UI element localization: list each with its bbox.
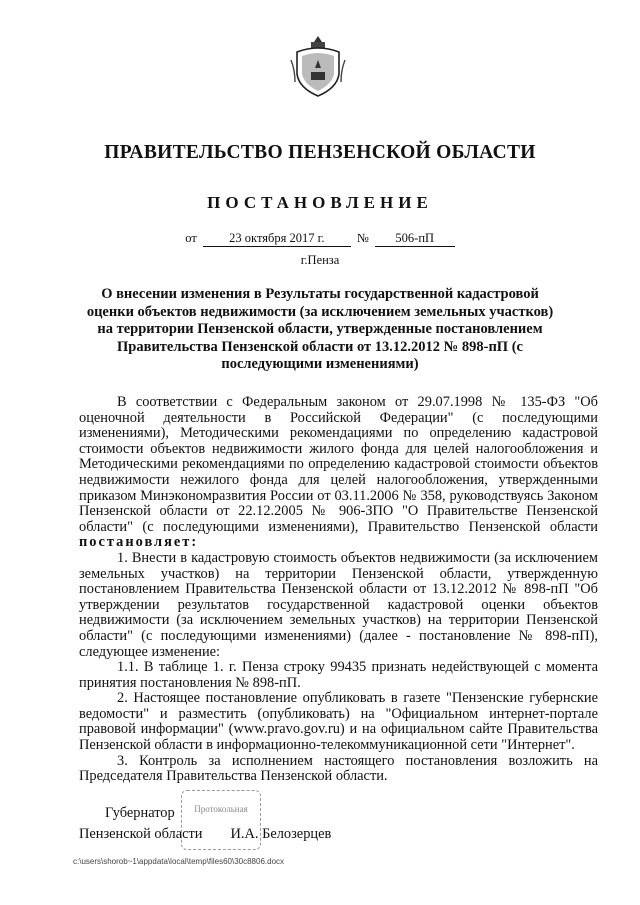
- document-type: ПОСТАНОВЛЕНИЕ: [207, 193, 433, 212]
- document-subject: О внесении изменения в Результаты государственной кадастровой оценки объектов недвижимости (за исключением земельных участков) на территории Пензенской области, утвержденные постановлением Правительства Пензенской области от 13.12.2012 № 898-пП (с последующими изменениями): [86, 286, 554, 373]
- document-date: 23 октября 2017 г.: [203, 231, 351, 247]
- signature-block: [79, 803, 598, 845]
- date-prefix: от: [185, 231, 197, 245]
- intro-paragraph: [79, 395, 598, 551]
- signer-position-line1: Губернатор: [105, 805, 175, 821]
- number-sign: №: [356, 231, 369, 245]
- item-2: 2. Настоящее постановление опубликовать в газете "Пензенские губернские ведомости" и разместить (опубликовать) на "Официальном интернет-портале правовой информации" (www.pravo.gov.ru) и на официальном сайте Правительства Пензенской области в информационно-телекоммуникационной сети "Интернет".: [79, 690, 598, 754]
- item-1-1: 1.1. В таблице 1. г. Пенза строку 99435 признать недействующей с момента принятия постановления № 898-пП.: [79, 659, 598, 691]
- government-title: ПРАВИТЕЛЬСТВО ПЕНЗЕНСКОЙ ОБЛАСТИ: [104, 142, 536, 163]
- signer-name: И.А. Белозерцев: [230, 826, 332, 842]
- signer-position-line2-text: Пензенской области: [79, 826, 203, 842]
- document-number: 506-пП: [375, 231, 455, 247]
- stamp-label: Протокольная: [194, 804, 248, 814]
- file-path-footer: c:\users\shorob~1\appdata\local\temp\files60\30c8806.docx: [73, 857, 285, 866]
- city: г.Пенза: [300, 253, 340, 267]
- protocol-stamp: [181, 790, 261, 850]
- item-1: 1. Внести в кадастровую стоимость объектов недвижимости (за исключением земельных участков) на территории Пензенской области, утвержденную постановлением Правительства Пензенской области от 13.12.2012 № 898-пП "Об утверждении результатов государственной кадастровой оценки объектов недвижимости (за исключением земельных участков) на территории Пензенской области" (с последующими изменениями) (далее - постановление № 898-пП), следующее изменение:: [79, 549, 598, 660]
- coat-of-arms-icon: [289, 34, 347, 98]
- document-body: [79, 395, 598, 785]
- item-3: 3. Контроль за исполнением настоящего постановления возложить на Председателя Правительства Пензенской области.: [79, 752, 598, 785]
- resolves-word: постановляет:: [79, 534, 199, 551]
- stamp-border: [181, 790, 261, 850]
- signer-position-line2: [79, 824, 598, 845]
- intro-text: В соответствии с Федеральным законом от 29.07.1998 № 135-ФЗ "Об оценочной деятельности в Российской Федерации" (с последующими изменениями), Методическими рекомендациями по определению кадастровой стоимости объектов недвижимости жилого фонда для целей налогообложения и Методическими рекомендациями по определению кадастровой стоимости объектов недвижимости нежилого фонда для целей налогообложения, утвержденными приказом Минэкономразвития России от 03.11.2006 № 358, руководствуясь Законом Пензенской области от 22.12.2005 № 906-ЗПО "О Правительстве Пензенской области" (с последующими изменениями), Правительство Пензенской области: [79, 394, 598, 535]
- date-number-line: [0, 231, 640, 247]
